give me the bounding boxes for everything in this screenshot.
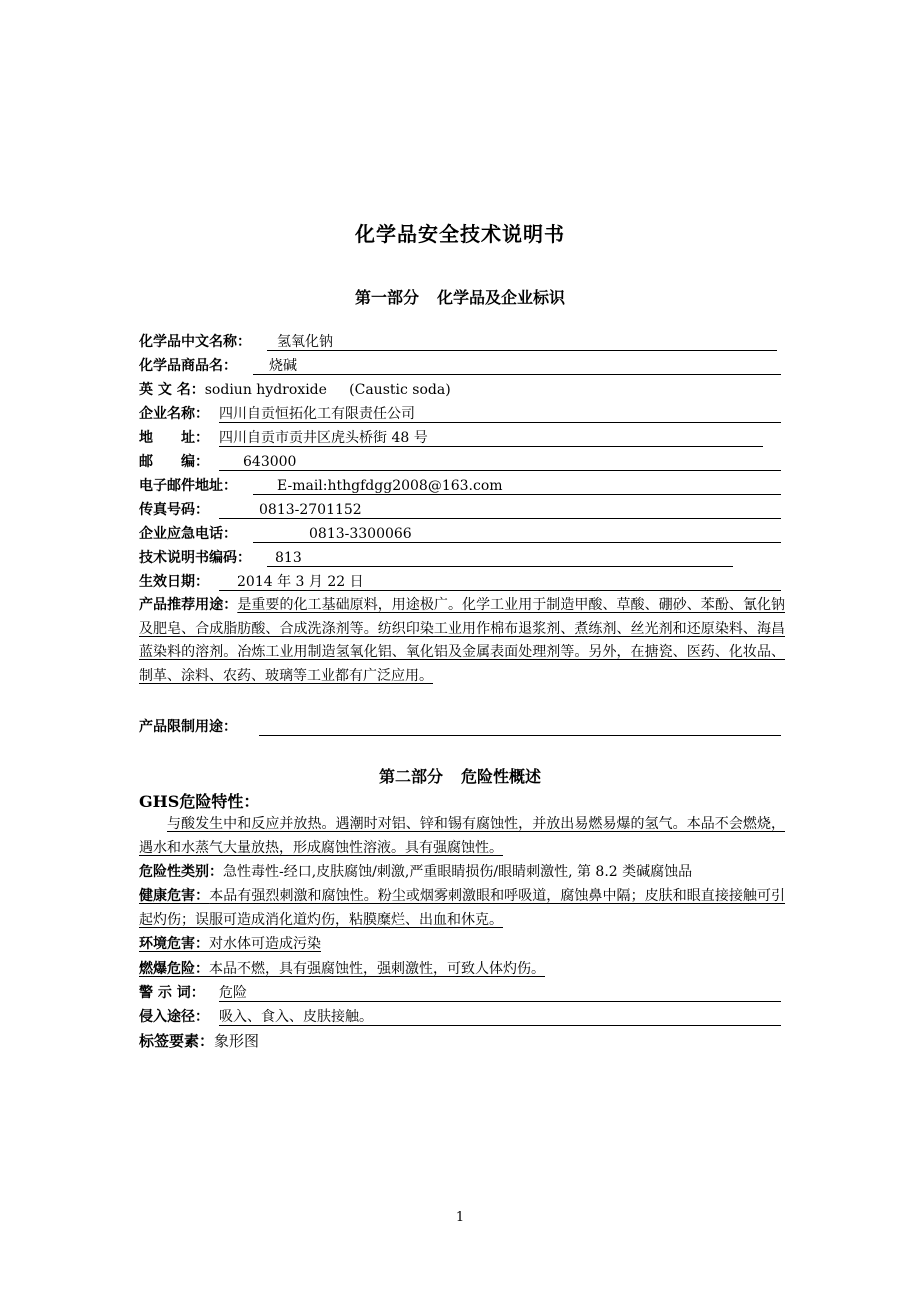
field-sds-code xyxy=(139,546,781,570)
fire-hazard-label: 燃爆危险： xyxy=(139,961,209,977)
field-label: 地 址： xyxy=(139,430,209,446)
exposure-route-text: 吸入、食入、皮肤接触。 xyxy=(219,1009,373,1025)
part2-heading: 危险性概述 xyxy=(461,767,542,786)
part2-title xyxy=(0,764,920,787)
field-label: 化学品中文名称： xyxy=(139,334,251,350)
label-elements-text: 象形图 xyxy=(214,1032,260,1050)
field-value-line xyxy=(219,450,781,471)
field-label: 生效日期： xyxy=(139,574,209,590)
field-value-line xyxy=(267,546,733,567)
field-label: 传真号码： xyxy=(139,502,209,518)
field-effective-date xyxy=(139,570,781,594)
part1-heading: 化学品及企业标识 xyxy=(437,288,566,307)
field-fax xyxy=(139,498,781,522)
env-hazard-label: 环境危害： xyxy=(139,936,209,952)
field-value-line xyxy=(219,570,781,591)
field-email xyxy=(139,474,781,498)
field-value-line xyxy=(219,1005,781,1026)
hazard-class-label: 危险性类别： xyxy=(139,864,223,880)
fire-hazard-text: 本品不燃，具有强腐蚀性，强刺激性，可致人体灼伤。 xyxy=(209,961,545,977)
field-value: 0813-2701152 xyxy=(259,502,362,518)
field-value-line xyxy=(219,981,781,1002)
field-value: 烧碱 xyxy=(269,358,297,374)
recommended-use-label: 产品推荐用途： xyxy=(139,597,238,613)
field-value-line xyxy=(259,715,781,736)
field-emergency-phone xyxy=(139,522,781,546)
ghs-text-body: 与酸发生中和反应并放热。遇潮时对铝、锌和锡有腐蚀性，并放出易燃易爆的氢气。本品不会燃烧，遇水和水蒸气大量放热，形成腐蚀性溶液。具有强腐蚀性。 xyxy=(139,816,785,856)
field-label: 产品限制用途： xyxy=(139,719,237,735)
exposure-route-label: 侵入途径： xyxy=(139,1009,209,1025)
part1-number: 第一部分 xyxy=(354,288,419,307)
ghs-heading xyxy=(139,789,259,812)
field-value-line xyxy=(267,330,777,351)
field-value: 643000 xyxy=(243,454,297,470)
field-value: 0813-3300066 xyxy=(309,526,412,542)
signal-word-text: 危险 xyxy=(219,985,247,1001)
field-value-line xyxy=(219,426,763,447)
fire-hazard xyxy=(139,957,781,981)
document-title: 化学品安全技术说明书 xyxy=(355,222,565,246)
ghs-label-en: GHS xyxy=(139,792,180,811)
field-value: 813 xyxy=(275,550,302,566)
field-chinese-name xyxy=(139,330,781,354)
recommended-use xyxy=(139,594,785,688)
field-label: 企业名称： xyxy=(139,406,209,422)
field-value-line xyxy=(253,354,781,375)
field-value-line xyxy=(253,522,781,543)
page-number: 1 xyxy=(455,1210,465,1225)
field-value-line xyxy=(219,498,781,519)
field-label: 邮 编： xyxy=(139,454,209,470)
ghs-text xyxy=(139,813,785,860)
ghs-label-zh: 危险特性： xyxy=(179,792,260,811)
label-elements xyxy=(139,1029,781,1053)
part2-number: 第二部分 xyxy=(378,767,443,786)
field-company-name xyxy=(139,402,781,426)
field-label: 电子邮件地址： xyxy=(139,478,237,494)
field-value: E-mail:hthgfdgg2008@163.com xyxy=(277,478,503,494)
health-hazard-text: 本品有强烈刺激和腐蚀性。粉尘或烟雾刺激眼和呼吸道，腐蚀鼻中隔；皮肤和眼直接接触可引起灼伤；误服可造成消化道灼伤，粘膜糜烂、出血和休克。 xyxy=(139,888,786,928)
field-label: 化学品商品名： xyxy=(139,358,237,374)
field-address xyxy=(139,426,781,450)
env-hazard xyxy=(139,932,781,956)
part1-title xyxy=(0,285,920,308)
field-label: 技术说明书编码： xyxy=(139,550,251,566)
field-value: 四川自贡市贡井区虎头桥街 48 号 xyxy=(219,430,428,446)
label-elements-label: 标签要素： xyxy=(139,1032,215,1050)
env-hazard-text: 对水体可造成污染 xyxy=(209,936,321,952)
hazard-class-text: 急性毒性-经口,皮肤腐蚀/刺激,严重眼睛损伤/眼睛刺激性, 第 8.2 类碱腐蚀品 xyxy=(223,864,693,880)
health-hazard xyxy=(139,885,785,932)
field-trade-name xyxy=(139,354,781,378)
field-postcode xyxy=(139,450,781,474)
field-value: 氢氧化钠 xyxy=(277,334,333,350)
field-value-line xyxy=(219,402,781,423)
field-english-name xyxy=(139,378,781,402)
signal-word-label: 警 示 词： xyxy=(139,985,205,1001)
field-value: 四川自贡恒拓化工有限责任公司 xyxy=(219,406,415,422)
field-value: 2014 年 3 月 22 日 xyxy=(237,574,364,590)
recommended-use-text: 是重要的化工基础原料，用途极广。化学工业用于制造甲酸、草酸、硼砂、苯酚、氰化钠及肥皂、合成脂肪酸、合成洗涤剂等。纺织印染工业用作棉布退浆剂、煮练剂、丝光剂和还原染料、海昌蓝染料的溶剂。冶炼工业用制造氢氧化铝、氧化铝及金属表面处理剂等。另外，在搪瓷、医药、化妆品、制革、涂料、农药、玻璃等工业都有广泛应用。 xyxy=(139,597,785,684)
health-hazard-label: 健康危害： xyxy=(139,888,210,904)
field-label: 企业应急电话： xyxy=(139,526,237,542)
signal-word xyxy=(139,981,781,1005)
field-label: 英 文 名： xyxy=(139,382,205,398)
exposure-route xyxy=(139,1005,781,1029)
field-restricted-use xyxy=(139,715,781,739)
field-value: sodiun hydroxide (Caustic soda) xyxy=(204,382,451,398)
field-value-line xyxy=(253,474,781,495)
hazard-class xyxy=(139,860,781,884)
